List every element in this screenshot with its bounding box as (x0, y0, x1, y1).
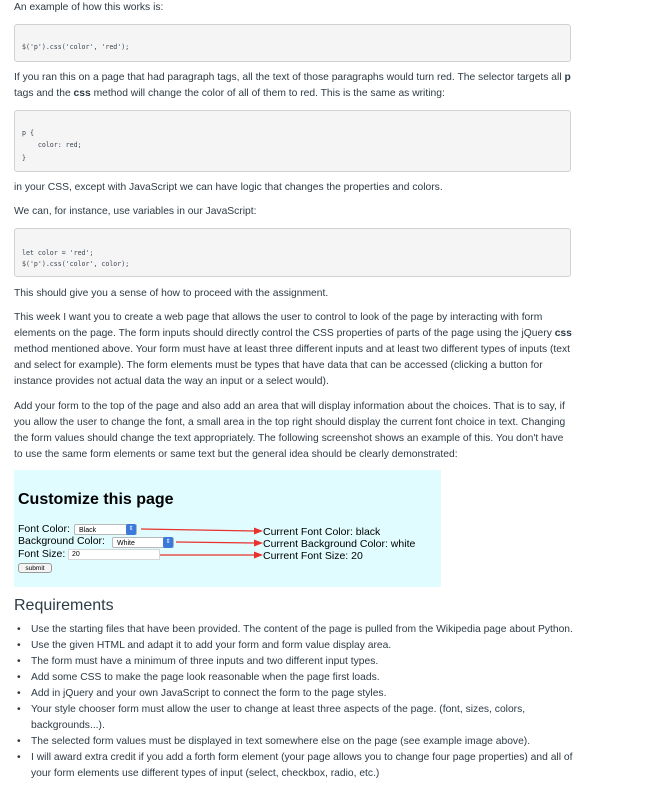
code-line: let color = 'red'; (22, 249, 94, 257)
background-color-label: Background Color: (18, 535, 105, 547)
font-color-label: Font Color: (18, 523, 70, 535)
arrow-background-color (176, 540, 263, 547)
current-background-color: Current Background Color: white (263, 538, 416, 550)
code-block-css-rule (14, 110, 571, 172)
arrow-font-color (141, 528, 263, 535)
list-item: • Add in jQuery and your own JavaScript to connect the form to the page styles. (14, 686, 574, 702)
text-segment: method mentioned above. Your form must have at least three different inputs and at least two different types of inputs (text and select for example). The form elements must be types that have data that can be accessed (clicking a button for instance provides not actual data the way an input or a select would). (14, 344, 570, 387)
paragraph-css-logic: in your CSS, except with JavaScript we can have logic that changes the properties and colors. (14, 182, 443, 193)
current-font-size: Current Font Size: 20 (263, 550, 363, 562)
paragraph-sense: This should give you a sense of how to proceed with the assignment. (14, 288, 329, 299)
text-segment: This week I want you to create a web page that allows the user to control to look of the page by interacting with form elements on the page. The form inputs should directly control the CSS properties of parts of the page using the jQuery (14, 312, 555, 339)
list-item: • I will award extra credit if you add a forth form element (your page allows you to change four page properties) and all of your form elements use different types of input (select, checkbox, radio, etc.) (14, 750, 574, 782)
code-line: } (22, 154, 26, 162)
submit-button: submit (18, 563, 52, 573)
code-line: color: red; (22, 141, 82, 149)
code-line: $('p').css('color', 'red'); (22, 43, 130, 51)
text-segment: tags and the (14, 88, 74, 99)
paragraph-assignment (14, 310, 574, 390)
bold-css: css (73, 88, 91, 99)
paragraph-selector-explanation (14, 70, 574, 102)
chevron-updown-icon: ⇕ (163, 537, 173, 548)
current-font-color: Current Font Color: black (263, 526, 381, 538)
requirements-list (14, 622, 574, 782)
code-block-variable (14, 228, 571, 277)
paragraph-form-placement: Add your form to the top of the page and also add an area that will display information about the choices. That is to say, if you allow the user to change the font, a small area in the top right should display the current font choice in text. Changing the form values should change the text appropriately. The following screenshot shows an example of this. You don't have to use the same form elements or same text but the general idea should be clearly demonstrated: (14, 401, 566, 460)
code-line: $('p').css('color', color); (22, 260, 130, 268)
paragraph-variables: We can, for instance, use variables in our JavaScript: (14, 206, 257, 217)
intro-text: An example of how this works is: (14, 2, 164, 13)
list-item: • The selected form values must be displayed in text somewhere else on the page (see example image above). (14, 734, 574, 750)
text-segment: If you ran this on a page that had paragraph tags, all the text of those paragraphs would turn red. The selector targets all (14, 72, 565, 83)
example-title: Customize this page (18, 491, 174, 508)
text-segment: method will change the color of all of them to red. This is the same as writing: (90, 88, 445, 99)
font-color-value: Black (79, 527, 97, 534)
bold-p: p (564, 72, 571, 83)
background-color-value: White (117, 540, 135, 547)
example-screenshot (14, 470, 441, 587)
list-item: • Use the given HTML and adapt it to add your form and form value display area. (14, 638, 574, 654)
font-size-input: 20 (68, 549, 160, 560)
requirements-heading: Requirements (14, 597, 114, 614)
list-item: • Your style chooser form must allow the user to change at least three aspects of the page. (font, sizes, colors, backgrounds...). (14, 702, 574, 734)
font-size-label: Font Size: (18, 548, 66, 560)
arrow-font-size (160, 552, 263, 559)
list-item: • The form must have a minimum of three inputs and two different input types. (14, 654, 574, 670)
code-block-css-call (14, 24, 571, 62)
chevron-updown-icon: ⇕ (126, 524, 136, 535)
list-item: • Add some CSS to make the page look reasonable when the page first loads. (14, 670, 574, 686)
code-line: p { (22, 129, 34, 137)
list-item: • Use the starting files that have been provided. The content of the page is pulled from the Wikipedia page about Python. (14, 622, 574, 638)
bold-css: css (554, 328, 572, 339)
